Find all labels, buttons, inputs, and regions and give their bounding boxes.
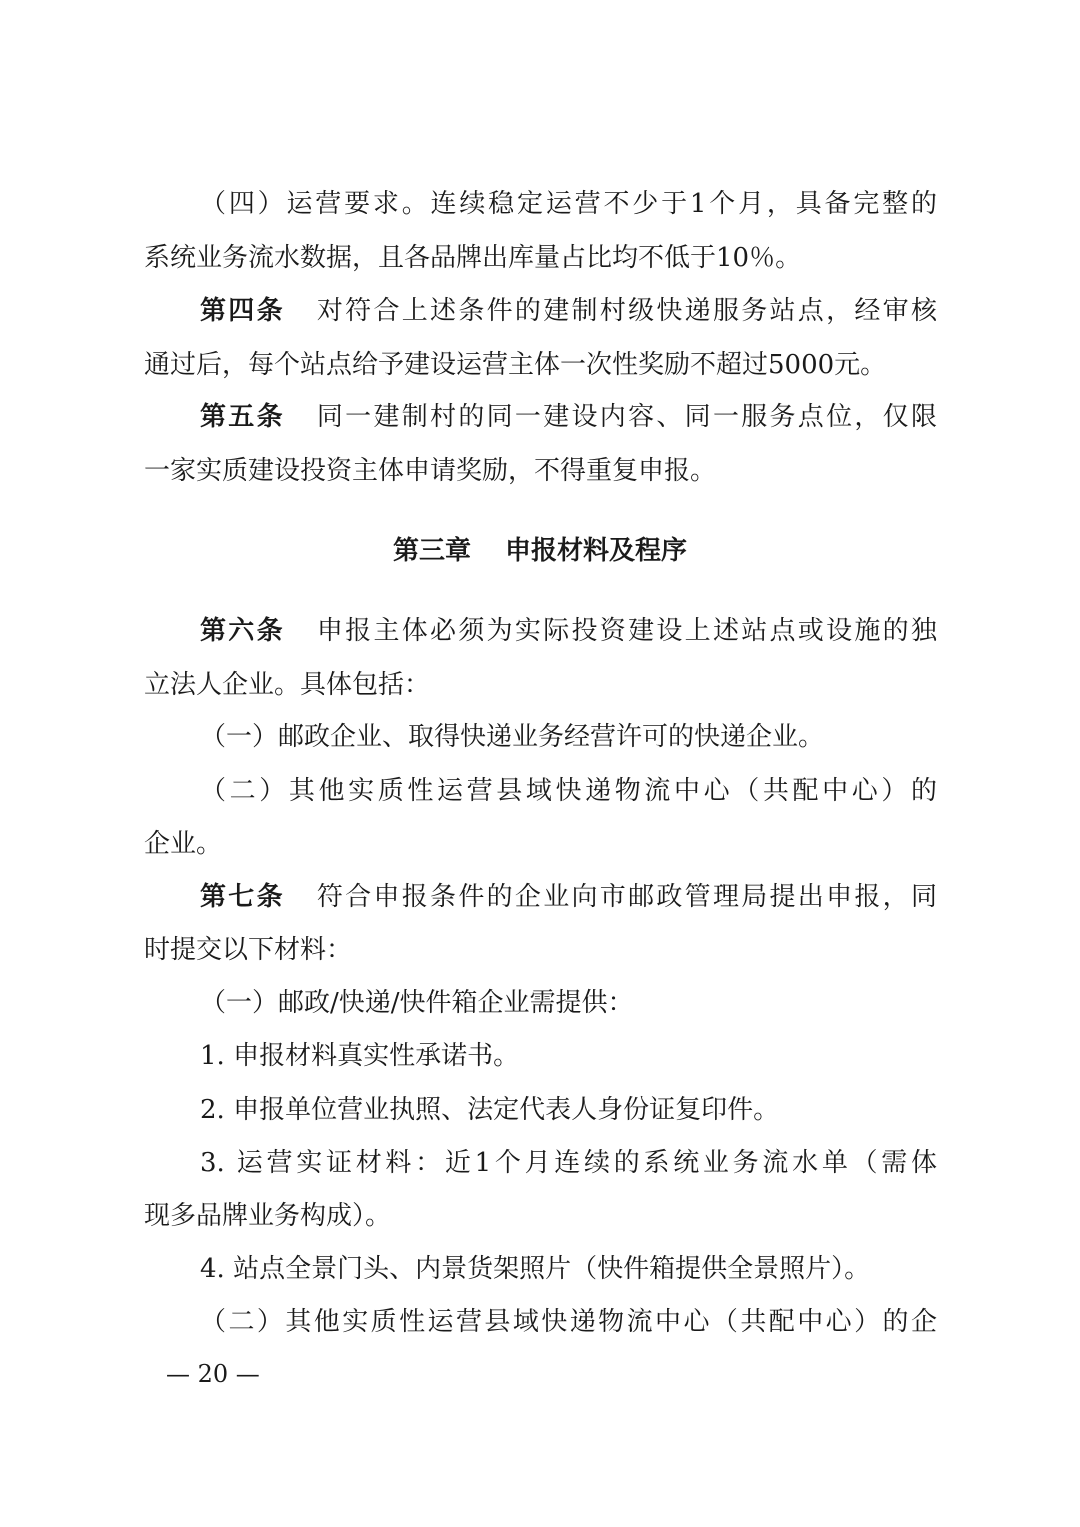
paragraph-line: 通过后，每个站点给予建设运营主体一次性奖励不超过5000元。 bbox=[144, 350, 887, 380]
paragraph-line: 一家实质建设投资主体申请奖励，不得重复申报。 bbox=[144, 456, 717, 486]
paragraph-line: 立法人企业。具体包括： bbox=[144, 670, 431, 700]
paragraph-line: （一）邮政企业、取得快递业务经营许可的快递企业。 bbox=[200, 722, 825, 752]
article-label: 第五条 bbox=[200, 402, 285, 432]
paragraph-line: （一）邮政/快递/快件箱企业需提供： bbox=[200, 988, 634, 1018]
list-item: 4. 站点全景门头、内景货架照片（快件箱提供全景照片）。 bbox=[200, 1254, 871, 1284]
article-label: 第四条 bbox=[200, 296, 285, 326]
paragraph-line: 时提交以下材料： bbox=[144, 935, 353, 965]
paragraph-line: （二）其他实质性运营县域快递物流中心（共配中心）的企 bbox=[200, 1307, 937, 1337]
chapter-heading: 第三章 申报材料及程序 bbox=[392, 536, 688, 566]
article-label: 第七条 bbox=[200, 882, 285, 912]
paragraph-line: 现多品牌业务构成）。 bbox=[144, 1201, 392, 1231]
list-item: 1. 申报材料真实性承诺书。 bbox=[200, 1041, 520, 1071]
article-label: 第六条 bbox=[200, 616, 285, 646]
paragraph-line: 企业。 bbox=[144, 829, 223, 859]
paragraph-line: （四）运营要求。连续稳定运营不少于1个月，具备完整的 bbox=[200, 189, 937, 219]
paragraph-line: （二）其他实质性运营县域快递物流中心（共配中心）的 bbox=[200, 776, 937, 806]
article-line: 第四条 对符合上述条件的建制村级快递服务站点，经审核 bbox=[200, 296, 937, 326]
article-line: 第七条 符合申报条件的企业向市邮政管理局提出申报，同 bbox=[200, 882, 937, 912]
page-number: — 20 — bbox=[166, 1360, 260, 1388]
list-item: 2. 申报单位营业执照、法定代表人身份证复印件。 bbox=[200, 1095, 780, 1125]
article-line: 第五条 同一建制村的同一建设内容、同一服务点位，仅限 bbox=[200, 402, 937, 432]
list-item: 3. 运营实证材料：近1个月连续的系统业务流水单（需体 bbox=[200, 1148, 937, 1178]
paragraph-line: 系统业务流水数据，且各品牌出库量占比均不低于10％。 bbox=[144, 243, 802, 273]
article-line: 第六条 申报主体必须为实际投资建设上述站点或设施的独 bbox=[200, 616, 937, 646]
